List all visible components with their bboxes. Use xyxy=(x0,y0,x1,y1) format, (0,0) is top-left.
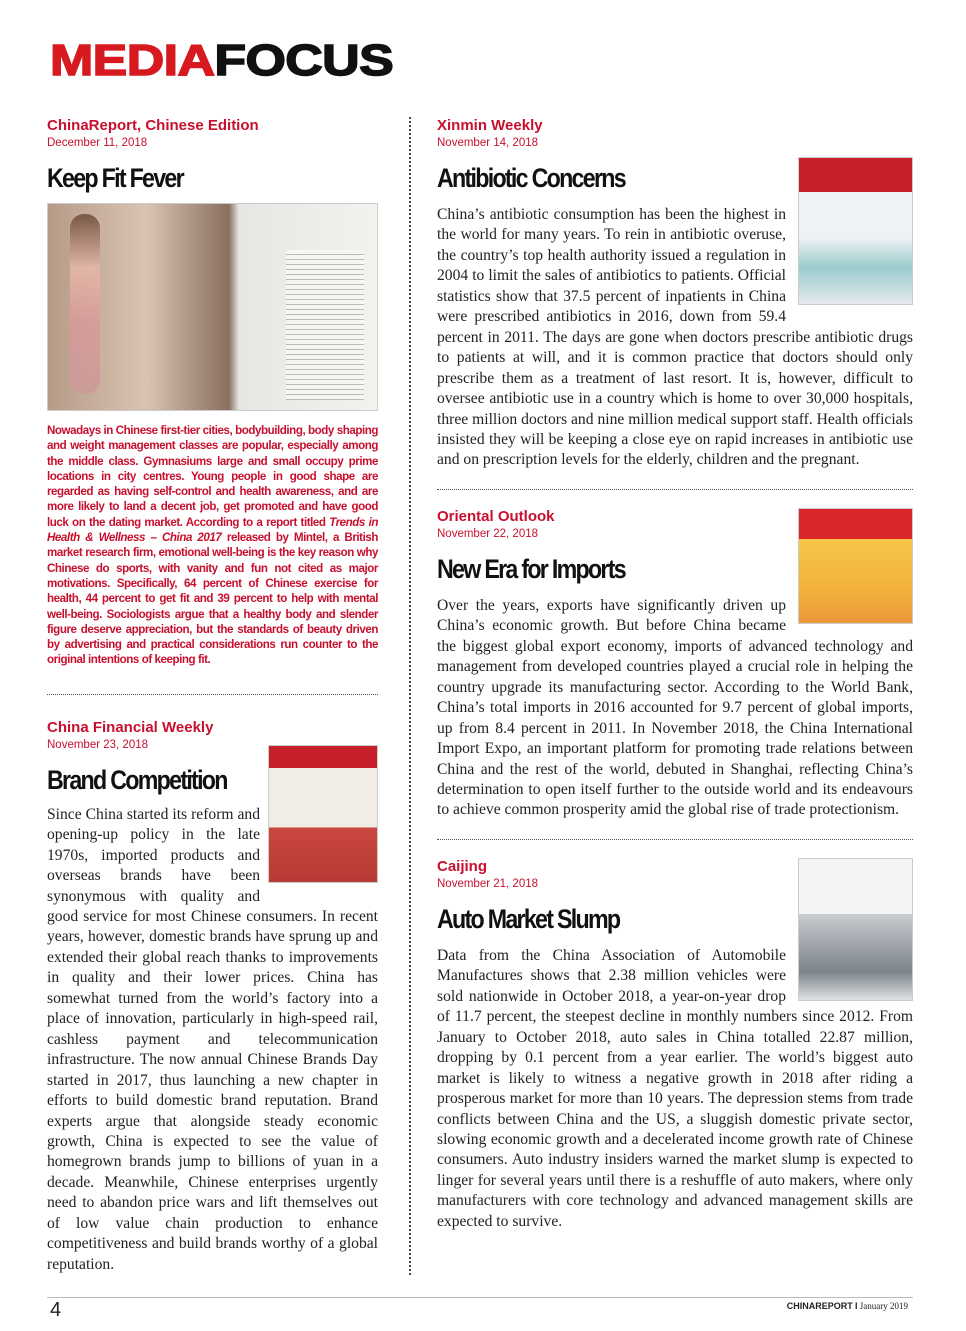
footer xyxy=(47,1297,913,1321)
article-antibiotic-concerns xyxy=(437,117,913,471)
section-divider xyxy=(437,839,913,840)
article-date: December 11, 2018 xyxy=(47,137,148,149)
article-date: November 23, 2018 xyxy=(47,738,149,751)
article-headline: Brand Competition xyxy=(47,764,227,795)
left-column xyxy=(47,117,378,1275)
section-divider xyxy=(47,694,378,695)
footer-publication: CHINAREPORT I January 2019 xyxy=(786,1301,908,1312)
article-headline: Auto Market Slump xyxy=(437,903,620,934)
column-divider xyxy=(409,117,411,1275)
section-logo: MEDIAFOCUS xyxy=(50,36,394,85)
figure-silhouette xyxy=(70,214,100,394)
article-date: November 22, 2018 xyxy=(437,527,539,540)
article-source: Xinmin Weekly xyxy=(437,117,543,134)
article-headline: New Era for Imports xyxy=(437,553,625,584)
article-date: November 21, 2018 xyxy=(437,877,539,890)
article-headline: Antibiotic Concerns xyxy=(437,163,625,193)
article-source: ChinaReport, Chinese Edition xyxy=(47,117,259,134)
article-image xyxy=(47,203,378,411)
columns xyxy=(47,117,913,1275)
article-body: Since China started its reform and opening-up policy in the late 1970s, imported products and overseas brands have been synonymous with quality and good service for most Chinese consumers. In recent years, however, domestic brands have sprung up and extended their global reach thanks to improvements in quality and their lower prices. China has somewhat turned from the world’s factory into a place of innovation, particularly in high-speed rail, cashless payment and telecommunication infrastructure. The now annual Chinese Brands Day started in 2017, thus launching a new chapter in efforts to build domestic brand reputation. Brand experts argue that alongside steady economic growth, China is expected to see the value of homegrown brands jump to billions of yuan in a decade. Meanwhile, Chinese enterprises urgently need to abandon price wars and lift themselves out of low value chain production to enhance competitiveness and build brands worthy of a global reputation. xyxy=(47,805,378,1273)
right-column xyxy=(437,117,913,1275)
article-auto-market-slump xyxy=(437,858,913,1232)
article-headline: Keep Fit Fever xyxy=(47,163,183,193)
article-new-era-for-imports xyxy=(437,508,913,821)
article-date: November 14, 2018 xyxy=(437,137,539,149)
article-body: Over the years, exports have significantly driven up China’s economic growth. But before China became the biggest global export economy, imports of advanced technology and management from developed countries played a crucial role in helping the country upgrade its manufacturing sector. According to the World Bank, China’s total imports in 2016 accounted for 9.7 percent of global imports, up from 8.4 percent in 2011. In November 2018, the China International Import Expo, an important platform for promoting trade relations between China and the rest of the world, debuted in Shanghai, reflecting China’s determination to open itself further to the outside world and its endeavours to achieve common prosperity amid the global rise of trade protectionism. xyxy=(437,596,913,819)
article-source: China Financial Weekly xyxy=(47,718,214,736)
article-source: Caijing xyxy=(437,857,488,875)
page-number: 4 xyxy=(50,1299,62,1322)
article-summary: Nowadays in Chinese first-tier cities, bodybuilding, body shaping and weight management classes are popular, especially among the middle class. Gymnasiums large and small occupy prime locations in city centres. Young people in good shape are regarded as having self-control and health awareness, and are more likely to land a decent job, get promoted and have good luck on the dating market. According to a report titled Trends in Health & Wellness – China 2017 released by Mintel, a British market research firm, emotional well-being is the key reason why Chinese do sports, with vanity and fun not cited as major motivations. Specifically, 64 percent of Chinese exercise for health, 44 percent to get fit and 39 percent to help with mental well-being. Sociologists argue that a healthy body and slender figure deserve appreciation, but the standards of beauty driven by advertising and practical considerations run counter to the original intentions of keeping fit. xyxy=(47,424,378,667)
article-keep-fit-fever xyxy=(47,117,378,668)
magazine-page-texture xyxy=(286,250,364,400)
section-divider xyxy=(437,489,913,490)
article-source: Oriental Outlook xyxy=(437,507,555,525)
article-brand-competition xyxy=(47,719,378,1275)
article-body: China’s antibiotic consumption has been the highest in the world for many years. To rein in antibiotic overuse, the country’s top health authority issued a regulation in 2004 to limit the sales of antibiotics to patients. Official statistics show that 37.5 percent of inpatients in China were prescribed antibiotics in 2016, down from 59.4 percent in 2011. The days are gone when doctors prescribe antibiotic drugs to patients at will, and it is common practice that doctors should only prescribe them as a treatment of last resort. It is, however, difficult to oversee antibiotic use in a country which is home to over 30,000 hospitals, three million doctors and nine million medical support staff. Health officials insisted they will be keeping a close eye on rapid increases in antibiotic use and on prescription levels for the elderly, children and the pregnant. xyxy=(437,206,913,469)
article-body: Data from the China Association of Automobile Manufactures shows that 2.38 million vehicles were sold nationwide in October 2018, a year-on-year drop of 11.7 percent, the steepest decline in monthly numbers since 2012. From January to October 2018, auto sales in China totalled 22.87 million, dropping by 0.1 percent from a year earlier. The world’s biggest auto market is likely to witness a negative growth in 2018 after riding a prosperous market for more than 10 years. The depression stems from trade conflicts between China and the US, a sluggish domestic private sector, slowing economic growth and a decelerated income growth rate of Chinese consumers. Auto industry insiders warned the market slump is expected to linger for several years until there is a reshuffle of auto makers, where only manufacturers with core technology and advanced management skills are expected to survive. xyxy=(437,946,913,1230)
